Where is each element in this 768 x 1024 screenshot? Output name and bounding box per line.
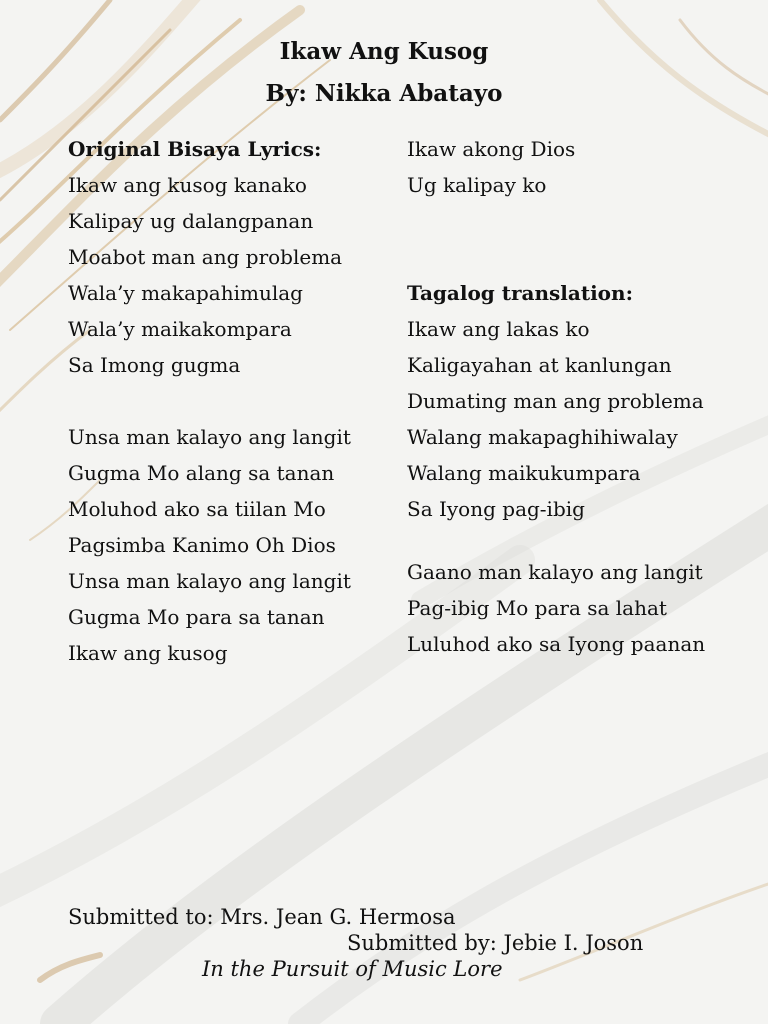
lyric-line: Walang maikukumpara [407,461,641,485]
lyric-line: Kaligayahan at kanlungan [407,353,672,377]
lyric-line: Luluhod ako sa Iyong paanan [407,632,706,656]
submitted-to: Submitted to: Mrs. Jean G. Hermosa [68,905,456,929]
lyric-line: Walang makapaghihiwalay [407,425,678,449]
lyric-line: Ug kalipay ko [407,173,547,197]
lyric-line: Gaano man kalayo ang langit [407,560,703,584]
lyric-line: Moluhod ako sa tiilan Mo [68,497,326,521]
lyric-line: Ikaw ang lakas ko [407,317,590,341]
original-heading: Original Bisaya Lyrics: [68,137,322,161]
verse-spacer [407,208,737,280]
lyric-line: Pagsimba Kanimo Oh Dios [68,533,336,557]
author-line: By: Nikka Abatayo [265,80,503,107]
lyric-line: Ikaw ang kusog [68,641,228,665]
translation-column [407,136,737,667]
tagline: In the Pursuit of Music Lore [202,957,503,981]
lyric-line: Sa Iyong pag-ibig [407,497,585,521]
song-title: Ikaw Ang Kusog [279,38,489,65]
lyric-line: Dumating man ang problema [407,389,704,413]
lyric-line: Wala’y makapahimulag [68,281,303,305]
translation-heading: Tagalog translation: [407,281,633,305]
lyric-line: Gugma Mo para sa tanan [68,605,325,629]
submitted-by: Submitted by: Jebie I. Joson [347,931,644,955]
lyric-line: Sa Imong gugma [68,353,241,377]
lyric-line: Ikaw ang kusog kanako [68,173,307,197]
original-lyrics-column [68,136,368,676]
verse-spacer [407,532,737,559]
lyric-line: Kalipay ug dalangpanan [68,209,314,233]
lyric-line: Gugma Mo alang sa tanan [68,461,335,485]
lyric-line: Unsa man kalayo ang langit [68,569,351,593]
verse-spacer [68,388,368,424]
lyric-line: Pag-ibig Mo para sa lahat [407,596,667,620]
lyric-line: Ikaw akong Dios [407,137,576,161]
lyric-line: Moabot man ang problema [68,245,343,269]
lyric-line: Wala’y maikakompara [68,317,292,341]
lyric-line: Unsa man kalayo ang langit [68,425,351,449]
